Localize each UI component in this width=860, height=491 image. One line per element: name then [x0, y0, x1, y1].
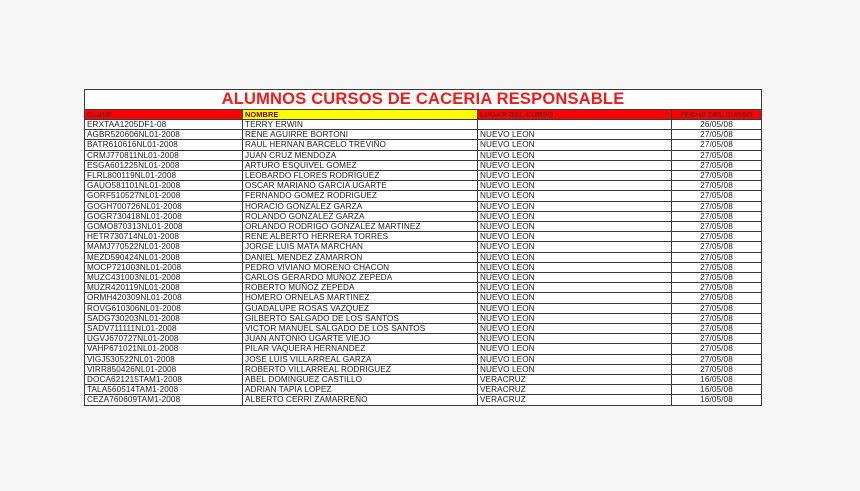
cell-nombre: JORGE LUIS MATA MARCHAN [243, 242, 478, 252]
cell-clave: CEZA760609TAM1-2008 [85, 395, 243, 405]
cell-clave: GOMO870313NL01-2008 [85, 222, 243, 232]
cell-fecha: 27/05/08 [672, 252, 762, 262]
cell-lugar: NUEVO LEON [478, 273, 672, 283]
cell-lugar: NUEVO LEON [478, 181, 672, 191]
table-row [85, 375, 762, 385]
cell-fecha: 27/05/08 [672, 150, 762, 160]
header-clave: CLAVE [85, 110, 243, 120]
cell-clave: VIRR850426NL01-2008 [85, 364, 243, 374]
table-row [85, 385, 762, 395]
table-row [85, 222, 762, 232]
cell-fecha: 27/05/08 [672, 334, 762, 344]
cell-fecha: 16/05/08 [672, 395, 762, 405]
cell-fecha: 27/05/08 [672, 242, 762, 252]
cell-clave: GORF510527NL01-2008 [85, 191, 243, 201]
cell-lugar: NUEVO LEON [478, 364, 672, 374]
cell-nombre: PEDRO VIVIANO MORENO CHACON [243, 262, 478, 272]
cell-lugar: NUEVO LEON [478, 150, 672, 160]
cell-lugar: NUEVO LEON [478, 344, 672, 354]
cell-clave: HETR730714NL01-2008 [85, 232, 243, 242]
cell-fecha: 27/05/08 [672, 181, 762, 191]
cell-lugar: NUEVO LEON [478, 242, 672, 252]
sheet-title: ALUMNOS CURSOS DE CACERIA RESPONSABLE [85, 90, 762, 110]
cell-fecha: 27/05/08 [672, 324, 762, 334]
table-row [85, 283, 762, 293]
cell-nombre: ROLANDO GONZALEZ GARZA [243, 211, 478, 221]
table-row [85, 395, 762, 405]
cell-clave: MEZD590424NL01-2008 [85, 252, 243, 262]
cell-fecha: 16/05/08 [672, 385, 762, 395]
cell-fecha: 27/05/08 [672, 273, 762, 283]
cell-nombre: RAUL HERNAN BARCELO TREVIÑO [243, 140, 478, 150]
table-row [85, 201, 762, 211]
cell-nombre: JUAN CRUZ MENDOZA [243, 150, 478, 160]
cell-clave: GOGR730418NL01-2008 [85, 211, 243, 221]
cell-nombre: FERNANDO GOMEZ RODRIGUEZ [243, 191, 478, 201]
header-nombre: NOMBRE [243, 110, 478, 120]
cell-nombre: ADRIAN TAPIA LOPEZ [243, 385, 478, 395]
cell-lugar: NUEVO LEON [478, 201, 672, 211]
cell-nombre: ROBERTO VILLARREAL RODRIGUEZ [243, 364, 478, 374]
cell-nombre: PILAR VAQUERA HERNANDEZ [243, 344, 478, 354]
cell-nombre: GUADALUPE ROSAS VAZQUEZ [243, 303, 478, 313]
table-row [85, 252, 762, 262]
cell-clave: ERXTAA1205DF1-08 [85, 120, 243, 130]
table-row [85, 344, 762, 354]
cell-nombre: DANIEL MENDEZ ZAMARRON [243, 252, 478, 262]
cell-fecha: 27/05/08 [672, 293, 762, 303]
cell-nombre: RENE AGUIRRE BORTONI [243, 130, 478, 140]
cell-clave: ORMH420309NL01-2008 [85, 293, 243, 303]
cell-lugar: NUEVO LEON [478, 303, 672, 313]
header-lugar: LUGAR DEL CURSO [478, 110, 672, 120]
cell-nombre: TERRY ERWIN [243, 120, 478, 130]
table-row [85, 140, 762, 150]
cell-lugar: NUEVO LEON [478, 334, 672, 344]
cell-lugar: VERACRUZ [478, 395, 672, 405]
cell-lugar: NUEVO LEON [478, 160, 672, 170]
cell-nombre: ROBERTO MUÑOZ ZEPEDA [243, 283, 478, 293]
cell-lugar [478, 120, 672, 130]
cell-lugar: NUEVO LEON [478, 140, 672, 150]
cell-clave: ROVG610306NL01-2008 [85, 303, 243, 313]
cell-clave: MAMJ770522NL01-2008 [85, 242, 243, 252]
cell-lugar: NUEVO LEON [478, 354, 672, 364]
cell-clave: BATR610616NL01-2008 [85, 140, 243, 150]
cell-fecha: 27/05/08 [672, 160, 762, 170]
cell-nombre: GILBERTO SALGADO DE LOS SANTOS [243, 313, 478, 323]
cell-nombre: RENE ALBERTO HERRERA TORRES [243, 232, 478, 242]
cell-clave: VIGJ530522NL01-2008 [85, 354, 243, 364]
table-row [85, 130, 762, 140]
cell-nombre: OSCAR MARIANO GARCIA UGARTE [243, 181, 478, 191]
cell-nombre: ABEL DOMINGUEZ CASTILLO [243, 375, 478, 385]
cell-lugar: NUEVO LEON [478, 222, 672, 232]
cell-lugar: NUEVO LEON [478, 283, 672, 293]
title-row [85, 90, 762, 110]
spreadsheet [84, 89, 761, 406]
cell-clave: AGBR520606NL01-2008 [85, 130, 243, 140]
cell-clave: SADV711111NL01-2008 [85, 324, 243, 334]
cell-nombre: CARLOS GERARDO MUÑOZ ZEPEDA [243, 273, 478, 283]
cell-clave: SADG730203NL01-2008 [85, 313, 243, 323]
cell-lugar: VERACRUZ [478, 375, 672, 385]
table-row [85, 313, 762, 323]
table-row [85, 354, 762, 364]
table-row [85, 324, 762, 334]
cell-fecha: 27/05/08 [672, 140, 762, 150]
cell-fecha: 27/05/08 [672, 130, 762, 140]
cell-lugar: NUEVO LEON [478, 191, 672, 201]
cell-fecha: 27/05/08 [672, 201, 762, 211]
cell-lugar: VERACRUZ [478, 385, 672, 395]
table-row [85, 334, 762, 344]
cell-clave: ESGA601225NL01-2008 [85, 160, 243, 170]
table-row [85, 160, 762, 170]
table-row [85, 262, 762, 272]
table-row [85, 171, 762, 181]
cell-clave: FLRL800119NL01-2008 [85, 171, 243, 181]
cell-fecha: 27/05/08 [672, 171, 762, 181]
cell-fecha: 27/05/08 [672, 211, 762, 221]
cell-nombre: VICTOR MANUEL SALGADO DE LOS SANTOS [243, 324, 478, 334]
cell-clave: GOGH700726NL01-2008 [85, 201, 243, 211]
cell-nombre: ORLANDO RODRIGO GONZALEZ MARTINEZ [243, 222, 478, 232]
cell-lugar: NUEVO LEON [478, 130, 672, 140]
cell-clave: CRMJ770811NL01-2008 [85, 150, 243, 160]
cell-nombre: HORACIO GONZALEZ GARZA [243, 201, 478, 211]
cell-nombre: JOSE LUIS VILLARREAL GARZA [243, 354, 478, 364]
cell-fecha: 27/05/08 [672, 191, 762, 201]
cell-fecha: 27/05/08 [672, 262, 762, 272]
students-table [84, 89, 762, 406]
table-row [85, 303, 762, 313]
cell-nombre: ARTURO ESQUIVEL GOMEZ [243, 160, 478, 170]
cell-lugar: NUEVO LEON [478, 171, 672, 181]
cell-clave: MUZC431003NL01-2008 [85, 273, 243, 283]
table-row [85, 150, 762, 160]
table-row [85, 273, 762, 283]
cell-clave: VAHP671021NL01-2008 [85, 344, 243, 354]
table-row [85, 211, 762, 221]
cell-fecha: 27/05/08 [672, 313, 762, 323]
cell-nombre: LEOBARDO FLORES RODRIGUEZ [243, 171, 478, 181]
table-body [85, 120, 762, 406]
cell-fecha: 27/05/08 [672, 232, 762, 242]
cell-clave: UGVJ670727NL01-2008 [85, 334, 243, 344]
cell-fecha: 16/05/08 [672, 375, 762, 385]
header-fecha: FECHA DEL CURSO [672, 110, 762, 120]
cell-nombre: ALBERTO CERRI ZAMARREÑO [243, 395, 478, 405]
cell-lugar: NUEVO LEON [478, 232, 672, 242]
cell-fecha: 27/05/08 [672, 344, 762, 354]
cell-clave: GAUO581101NL01-2008 [85, 181, 243, 191]
cell-clave: MOCP721003NL01-2008 [85, 262, 243, 272]
table-row [85, 232, 762, 242]
cell-clave: MUZR420119NL01-2008 [85, 283, 243, 293]
cell-lugar: NUEVO LEON [478, 211, 672, 221]
cell-clave: DOCA621215TAM1-2008 [85, 375, 243, 385]
cell-fecha: 27/05/08 [672, 354, 762, 364]
table-row [85, 293, 762, 303]
cell-lugar: NUEVO LEON [478, 262, 672, 272]
cell-fecha: 27/05/08 [672, 222, 762, 232]
cell-lugar: NUEVO LEON [478, 313, 672, 323]
cell-nombre: JUAN ANTONIO UGARTE VIEJO [243, 334, 478, 344]
header-row [85, 110, 762, 120]
table-row [85, 120, 762, 130]
cell-fecha: 26/05/08 [672, 120, 762, 130]
table-row [85, 191, 762, 201]
cell-clave: TALA560514TAM1-2008 [85, 385, 243, 395]
cell-fecha: 27/05/08 [672, 364, 762, 374]
cell-lugar: NUEVO LEON [478, 324, 672, 334]
table-row [85, 364, 762, 374]
cell-lugar: NUEVO LEON [478, 293, 672, 303]
table-row [85, 181, 762, 191]
cell-fecha: 27/05/08 [672, 283, 762, 293]
table-row [85, 242, 762, 252]
cell-nombre: HOMERO ORNELAS MARTINEZ [243, 293, 478, 303]
cell-fecha: 27/05/08 [672, 303, 762, 313]
cell-lugar: NUEVO LEON [478, 252, 672, 262]
